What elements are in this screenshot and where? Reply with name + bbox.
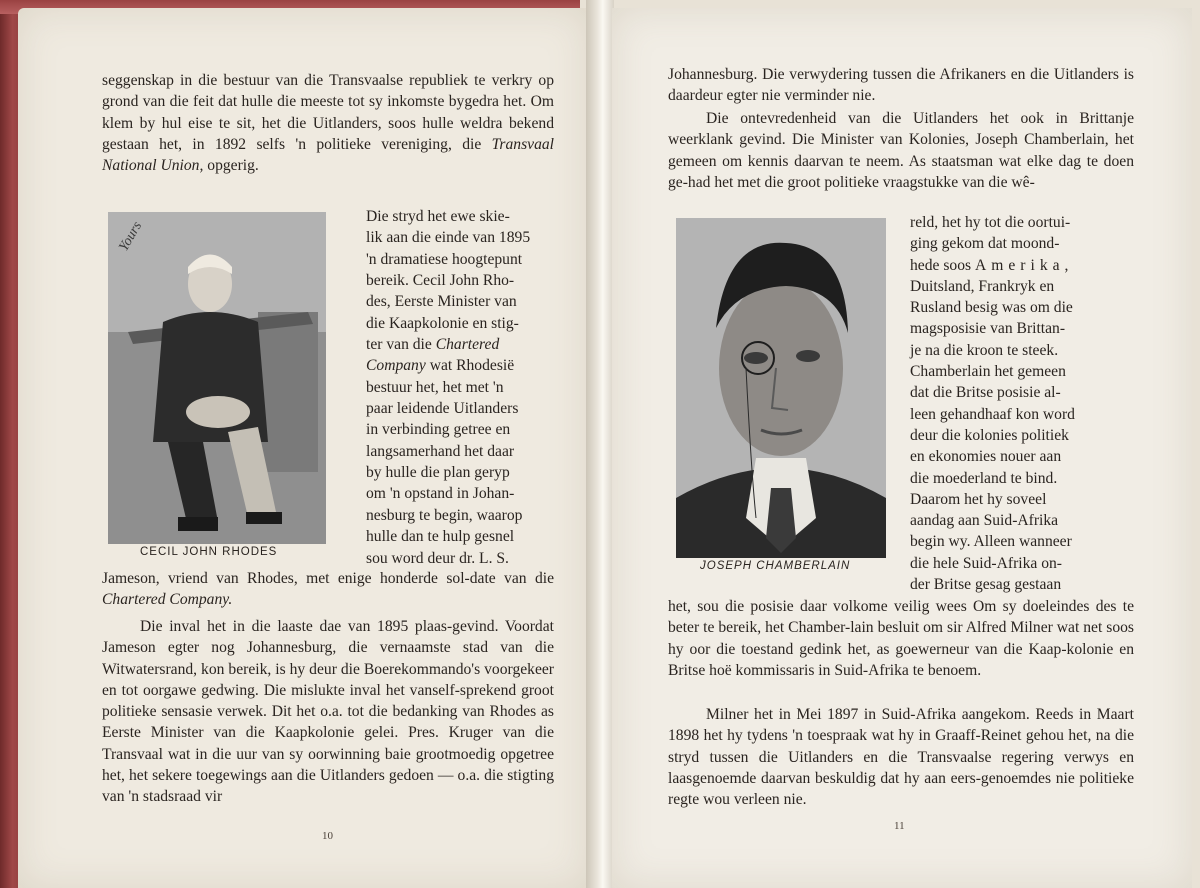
- wrap-line: Daarom het hy soveel: [910, 490, 1047, 508]
- wrap-line: ging gekom dat moond-: [910, 235, 1060, 253]
- svg-text:Yours: Yours: [116, 219, 146, 254]
- wrap-line: hulle dan te hulp gesnel: [366, 528, 515, 546]
- wrap-line: lik aan die einde van 1895: [366, 229, 531, 247]
- wrap-line: deur die kolonies politiek: [910, 426, 1069, 444]
- wrap-line: der Britse gesag gestaan: [910, 576, 1062, 594]
- wrap-line: des, Eerste Minister van: [366, 293, 517, 311]
- wrap-line-text: hede soos: [910, 256, 972, 274]
- page-number-left: 10: [322, 830, 333, 842]
- wrap-line: dat die Britse posisie al-: [910, 384, 1061, 402]
- right-para-2-wrapped: [910, 212, 1120, 595]
- wrap-line: bereik. Cecil John Rho-: [366, 272, 515, 290]
- rhodes-photo: [108, 212, 326, 544]
- wrap-line: om 'n opstand in Johan-: [366, 485, 515, 503]
- right-para-2-top-text: Die ontevredenheid van die Uitlanders het ook in Brittanje weerklank gevind. Die Minister van Kolonies, Joseph Chamberlain, het gemeen om kennis daarvan te neem. As staatsman wat elke dag te doen ge-had het met die groot politieke vraagstukke van die wê-: [668, 110, 1134, 191]
- wrap-line: Die stryd het ewe skie-: [366, 208, 510, 225]
- left-para-1-end: opgerig.: [203, 157, 259, 175]
- wrap-line: [366, 334, 554, 355]
- wrap-line: bestuur het, het met 'n: [366, 378, 504, 396]
- left-page: [18, 8, 588, 888]
- chartered-company-italic: Chartered Company.: [102, 591, 233, 609]
- left-para-1-italic: Transvaal National Union,: [102, 135, 554, 175]
- chamberlain-portrait-illustration: [676, 218, 886, 558]
- wrap-line: die moederland te bind.: [910, 469, 1058, 487]
- wrap-line: [910, 255, 1120, 276]
- wrap-line: by hulle die plan geryp: [366, 464, 510, 482]
- wrap-line: sou word deur dr. L. S.: [366, 549, 509, 567]
- wrap-line: en ekonomies nouer aan: [910, 448, 1062, 466]
- wrap-line: nesburg te begin, waarop: [366, 506, 523, 524]
- left-para-3: [102, 616, 554, 808]
- book-gutter: [586, 0, 614, 888]
- wrap-line: langsamerhand het daar: [366, 442, 515, 460]
- right-para-3-text: Milner het in Mei 1897 in Suid-Afrika aangekom. Reeds in Maart 1898 het hy tydens 'n toespraak wat hy in Graaff-Reinet gehou het, na die stryd tussen die Uitlanders en die Transvaalse regering verwys en laasgenoemde daarvan beskuldig dat hy aan eers-genoemdes nie politieke regte wou verleen nie.: [668, 706, 1134, 809]
- right-para-2-continued: [668, 596, 1134, 681]
- right-page: [612, 8, 1192, 888]
- company-italic: Company: [366, 357, 426, 375]
- wrap-line: magsposisie van Brittan-: [910, 320, 1066, 338]
- wrap-line: die hele Suid-Afrika on-: [910, 554, 1062, 572]
- chamberlain-photo: [676, 218, 886, 558]
- wrap-line: 'n dramatiese hoogtepunt: [366, 250, 523, 268]
- left-para-2-wrapped: [366, 206, 554, 569]
- right-para-3: [668, 704, 1134, 810]
- wrap-line-text: ter van die: [366, 336, 432, 354]
- chartered-italic: Chartered: [435, 336, 500, 354]
- rhodes-caption: CECIL JOHN RHODES: [140, 546, 278, 558]
- wrap-line: [366, 355, 554, 376]
- wrap-line: aandag aan Suid-Afrika: [910, 512, 1059, 530]
- left-para-3-text: Die inval het in die laaste dae van 1895 plaas-gevind. Voordat Jameson egter nog Johannesburg, die vernaamste stad van die Witwatersrand, kon bereik, is hy deur die Boerekommando's voorgekeer en tot oorgawe gedwing. Die mislukte inval het vanself-sprekend groot politieke sensasie verwek. Dit het o.a. tot die bedanking van Rhodes as Eerste Minister van die Kaapkolonie gelei. Pres. Kruger van die Transvaal wat in die uur van sy oorwinning baie grootmoedig opgetree het, het sekere toegewings aan die Uitlanders gedoen — o.a. die stigting van 'n stadsraad vir: [102, 618, 554, 806]
- amerika-spaced: Amerika,: [974, 256, 1074, 274]
- rhodes-portrait-illustration: [108, 212, 326, 544]
- wrap-line: reld, het hy tot die oortui-: [910, 214, 1071, 231]
- wrap-line: leen gehandhaaf kon word: [910, 405, 1075, 423]
- wrap-line: je na die kroon te steek.: [910, 341, 1059, 359]
- right-para-1: [668, 64, 1134, 107]
- left-para-2-continued: [102, 568, 554, 611]
- wrap-line: paar leidende Uitlanders: [366, 400, 519, 418]
- chamberlain-caption: JOSEPH CHAMBERLAIN: [700, 560, 851, 572]
- wrap-line: die Kaapkolonie en stig-: [366, 314, 519, 332]
- wrap-line: Rusland besig was om die: [910, 299, 1073, 317]
- right-para-1-text: Johannesburg. Die verwydering tussen die Afrikaners en die Uitlanders is daardeur egter nie verminder nie.: [668, 66, 1134, 105]
- wrap-line: in verbinding getree en: [366, 421, 511, 439]
- right-para-2-top: [668, 108, 1134, 193]
- left-para-2-cont-text: Jameson, vriend van Rhodes, met enige honderde sol-date van die: [102, 570, 554, 587]
- left-para-1-text: seggenskap in die bestuur van die Transvaalse republiek te verkry op grond van die feit dat hulle die meeste tot sy inkomste bygedra het. Om klem by hul eise te sit, het die Uitlanders, soos hulle weldra bekend gestaan het, in 1892 selfs 'n politieke vereniging, die: [102, 72, 554, 153]
- page-number-right: 11: [894, 820, 905, 832]
- wrap-line-text: wat Rhodesië: [429, 357, 515, 375]
- wrap-line: Chamberlain het gemeen: [910, 363, 1066, 381]
- right-para-2-cont-text: het, sou die posisie daar volkome veilig wees Om sy doeleindes des te beter te bereik, het Chamber-lain besluit om sir Alfred Milner wat net soos hy oor die toestand gedink het, as goewerneur van die Kaap-kolonie en Britse hoë kommissaris in Suid-Afrika te benoem.: [668, 598, 1134, 679]
- wrap-line: Duitsland, Frankryk en: [910, 277, 1055, 295]
- wrap-line: begin wy. Alleen wanneer: [910, 533, 1072, 551]
- left-para-1: [102, 70, 554, 176]
